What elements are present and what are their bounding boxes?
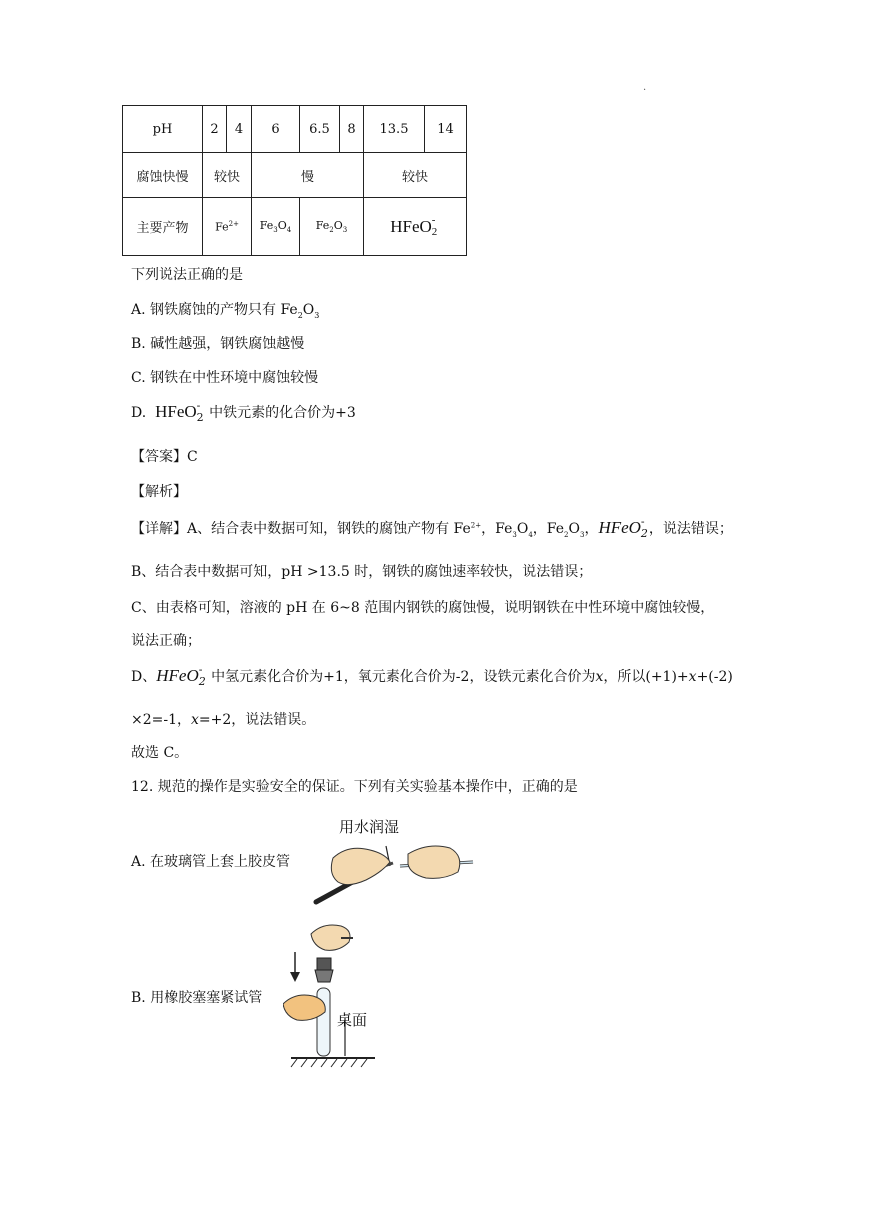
product-fe2plus: $Fe^{2+}$ [203, 198, 252, 256]
ph-cell: 2 [203, 106, 227, 153]
ph-corrosion-table [122, 105, 467, 256]
product-hfeo2: HFeO - 2 [364, 198, 467, 256]
question-text: 下列说法正确的是 [131, 267, 243, 283]
detail-d-line1: D、HFeO - 2 中氢元素化合价为+1，氧元素化合价为-2，设铁元素化合价为x，所以(+1)+x+(-2) [131, 663, 733, 688]
row-header-products: 主要产物 [123, 198, 203, 256]
analysis-heading: 【解析】 [131, 484, 187, 500]
detail-a: 【详解】A、结合表中数据可知，钢铁的腐蚀产物有 $Fe^{2+}$，$Fe_3O_4$，$Fe_2O_3$，HFeO - 2 ，说法错误； [131, 515, 733, 540]
table-row-ph [123, 106, 467, 153]
table-row-rate [123, 153, 467, 198]
option-a: A. 钢铁腐蚀的产物只有 $Fe_2O_3$ [131, 302, 320, 320]
conclusion: 故选 C。 [131, 745, 189, 761]
figure-b-caption: 桌面 [337, 1012, 368, 1029]
rate-cell: 较快 [364, 153, 467, 198]
rate-cell: 慢 [252, 153, 364, 198]
ph-cell: 6.5 [300, 106, 340, 153]
q12-option-a: A. 在玻璃管上套上胶皮管 [131, 854, 291, 870]
q12-stem: 12. 规范的操作是实验安全的保证。下列有关实验基本操作中，正确的是 [131, 779, 578, 795]
detail-b: B、结合表中数据可知，pH >13.5 时，钢铁的腐蚀速率较快，说法错误； [131, 564, 593, 580]
product-fe2o3: $Fe_2O_3$ [300, 198, 364, 256]
row-header-ph: pH [123, 106, 203, 153]
option-c: C. 钢铁在中性环境中腐蚀较慢 [131, 370, 319, 386]
ph-cell: 4 [227, 106, 252, 153]
rate-cell: 较快 [203, 153, 252, 198]
product-fe3o4: $Fe_3O_4$ [252, 198, 300, 256]
detail-d-line2: ×2=-1，x=+2，说法错误。 [131, 712, 316, 728]
figure-a-caption: 用水润湿 [339, 819, 400, 836]
table-row-products [123, 198, 467, 256]
page-mark: . [643, 82, 647, 93]
figure-a-hands-tube [308, 836, 478, 908]
ph-cell: 14 [425, 106, 467, 153]
detail-c-line2: 说法正确； [131, 633, 201, 649]
option-d: D. HFeO - 2 中铁元素的化合价为+3 [131, 399, 356, 424]
ph-cell: 13.5 [364, 106, 425, 153]
option-b: B. 碱性越强，钢铁腐蚀越慢 [131, 336, 305, 352]
ph-cell: 8 [340, 106, 364, 153]
detail-c-line1: C、由表格可知，溶液的 pH 在 6~8 范围内钢铁的腐蚀慢，说明钢铁在中性环境中腐蚀较慢， [131, 600, 715, 616]
ph-cell: 6 [252, 106, 300, 153]
answer-line: 【答案】C [131, 449, 198, 465]
row-header-rate: 腐蚀快慢 [123, 153, 203, 198]
figure-b-stopper-tube [283, 920, 393, 1070]
q12-option-b: B. 用橡胶塞塞紧试管 [131, 990, 263, 1006]
